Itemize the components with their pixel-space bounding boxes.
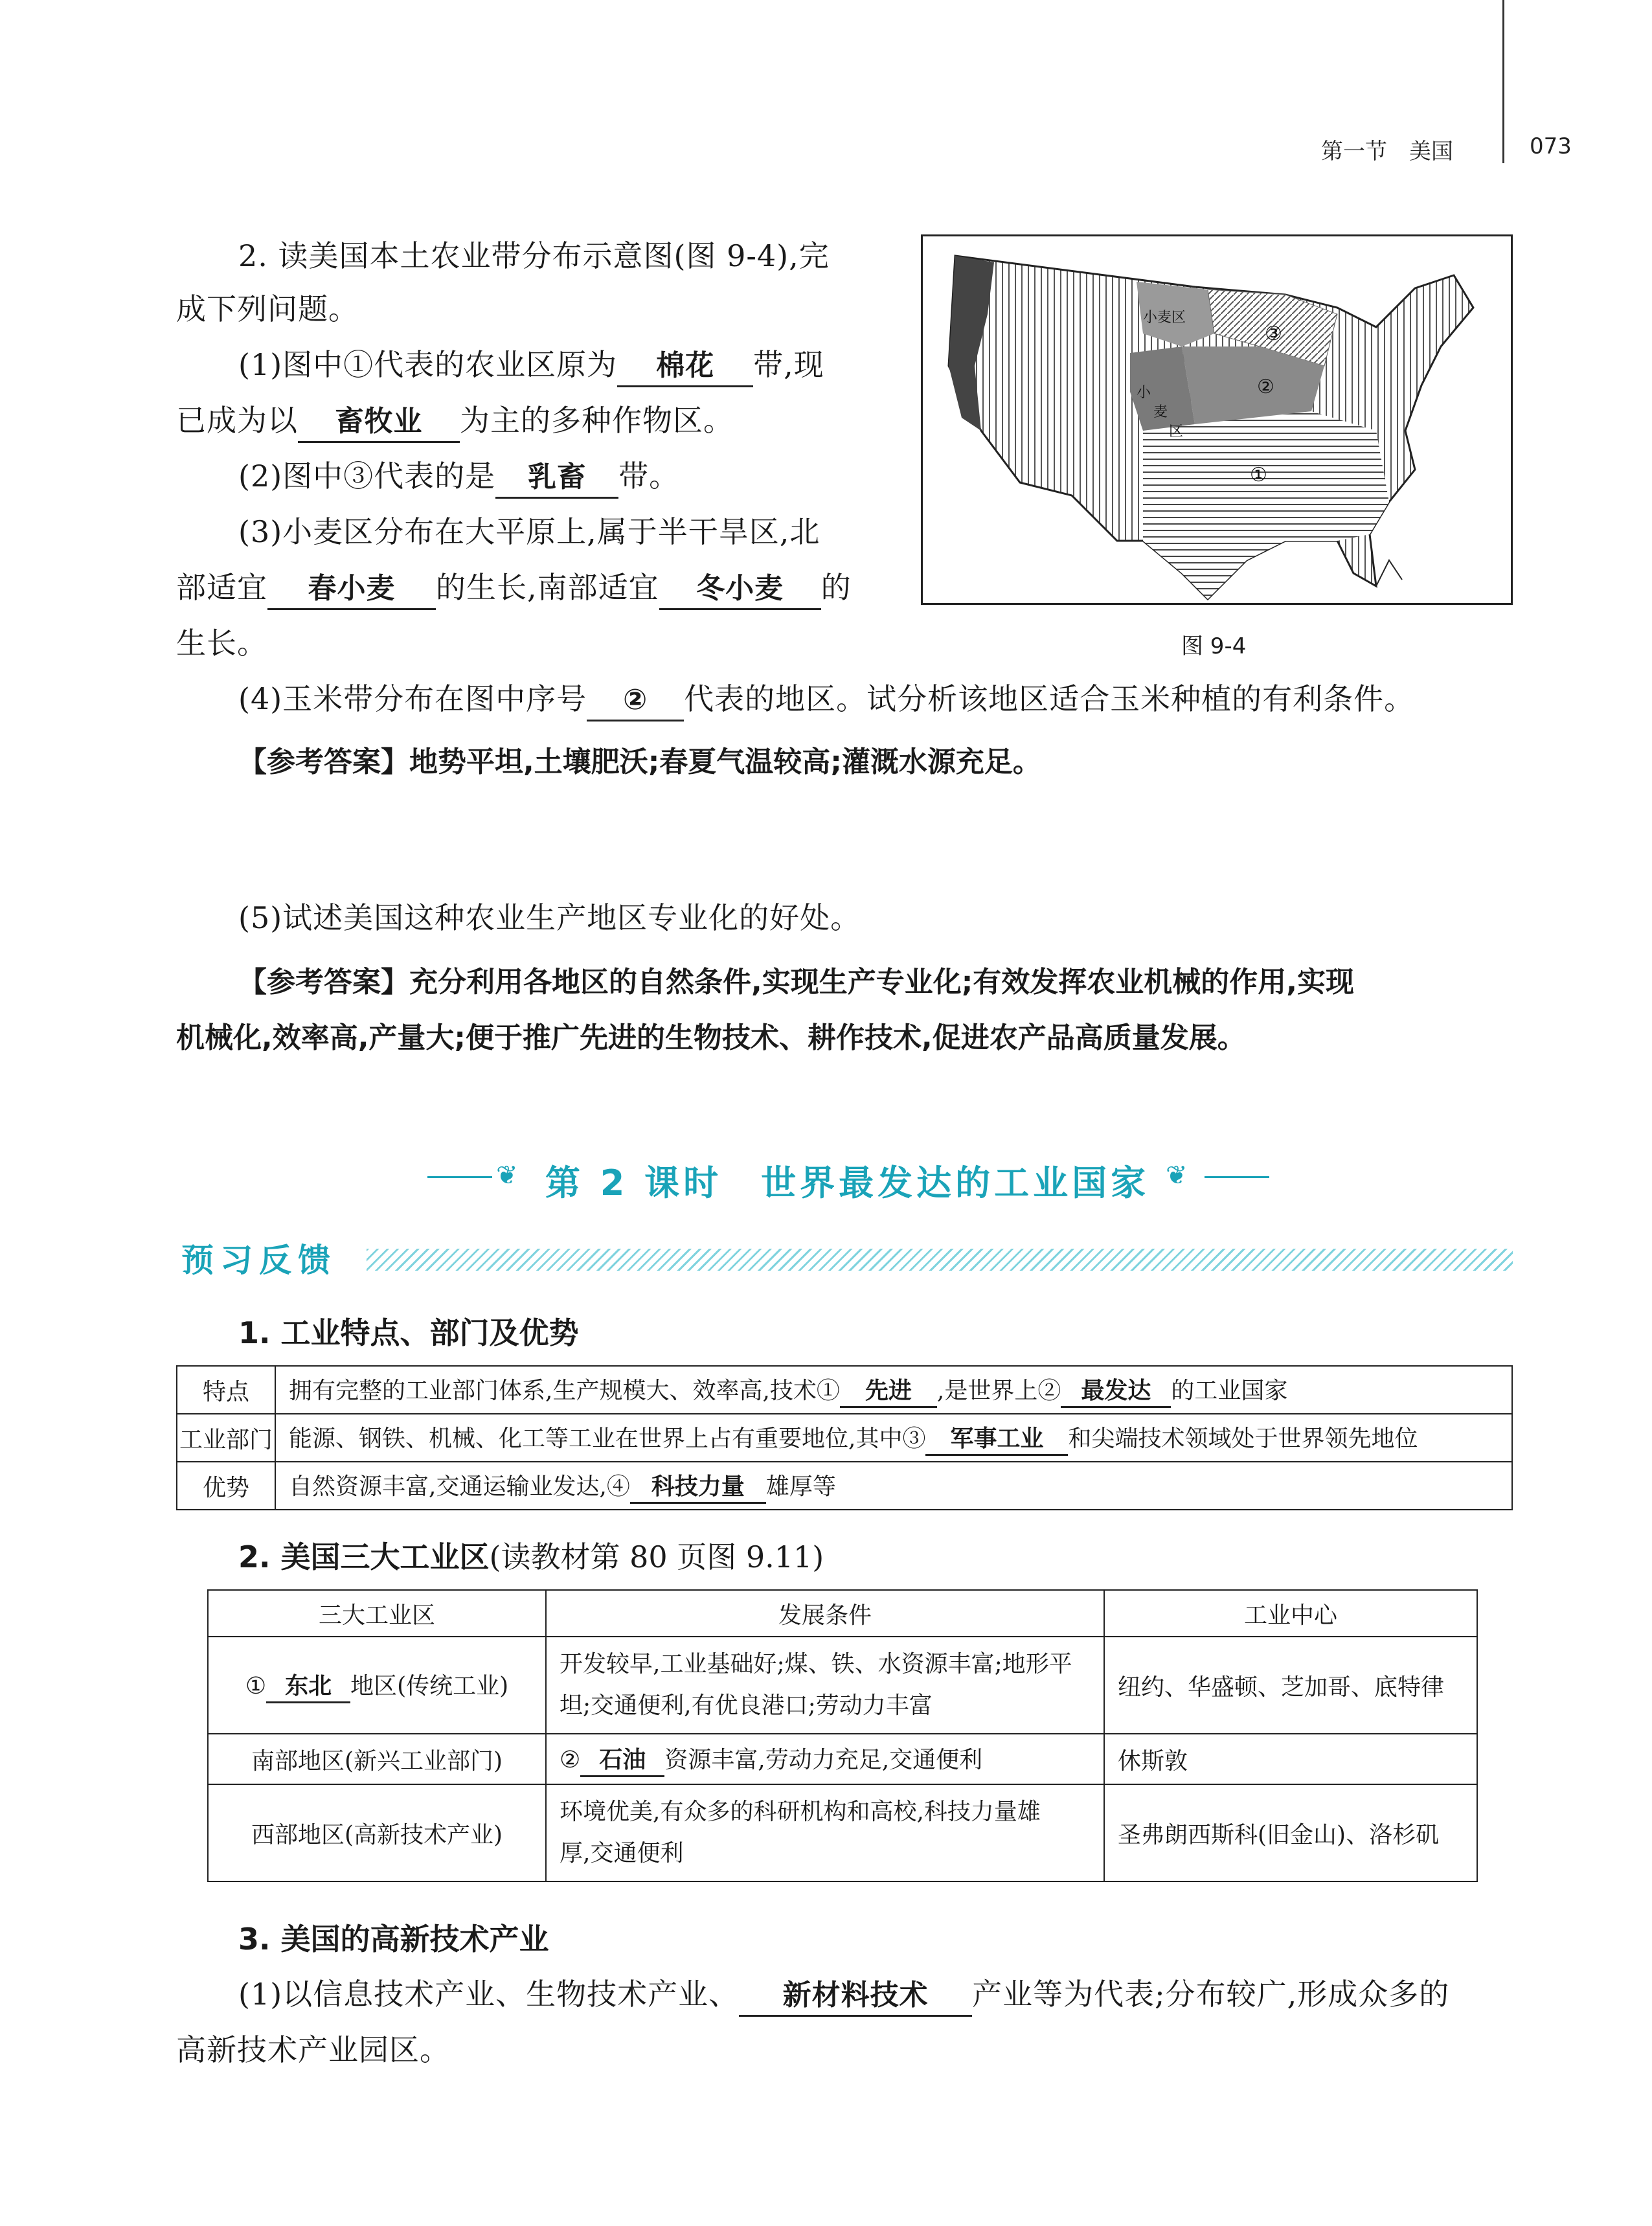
- banner-ornament-right: ❦: [1166, 1161, 1188, 1190]
- table-row: [208, 1784, 1477, 1881]
- q2-s5-reference-line1: 【参考答案】充分利用各地区的自然条件,实现生产专业化;有效发挥农业机械的作用,实现: [238, 966, 1355, 999]
- answer-cotton: 棉花: [617, 346, 753, 387]
- row-content-sectors: 能源、钢铁、机械、化工等工业在世界上占有重要地位,其中③ 军事工业 和尖端技术领域处于世界领先地位: [275, 1414, 1512, 1462]
- sec1-heading: 1. 工业特点、部门及优势: [238, 1315, 579, 1350]
- col-header-centers: 工业中心: [1104, 1590, 1477, 1637]
- region-west: 西部地区(高新技术产业): [208, 1784, 546, 1881]
- answer-spring-wheat: 春小麦: [267, 569, 436, 610]
- q2-intro-line1: 2. 读美国本土农业带分布示意图(图 9-4),完: [238, 238, 830, 273]
- sec3-line2: 高新技术产业园区。: [176, 2032, 450, 2067]
- label-region-3: ③: [1265, 323, 1282, 345]
- row-label-features: 特点: [177, 1366, 275, 1414]
- conditions-northeast: 开发较早,工业基础好;煤、铁、水资源丰富;地形平 坦;交通便利,有优良港口;劳动力丰富: [546, 1637, 1104, 1734]
- conditions-west: 环境优美,有众多的科研机构和高校,科技力量雄 厚,交通便利: [546, 1784, 1104, 1881]
- answer-most-developed: 最发达: [1061, 1376, 1171, 1408]
- centers-west: 圣弗朗西斯科(旧金山)、洛杉矶: [1104, 1784, 1477, 1881]
- answer-livestock: 畜牧业: [298, 402, 460, 443]
- q2-s4: (4)玉米带分布在图中序号 ② 代表的地区。试分析该地区适合玉米种植的有利条件。: [238, 670, 1414, 728]
- q2-s3-line2: 部适宜 春小麦 的生长,南部适宜 冬小麦 的: [176, 558, 852, 617]
- answer-advanced: 先进: [840, 1376, 937, 1408]
- row-label-advantages: 优势: [177, 1462, 275, 1510]
- answer-tech-strength: 科技力量: [630, 1472, 766, 1504]
- table-row: [208, 1637, 1477, 1734]
- figure-caption: 图 9-4: [1181, 633, 1247, 659]
- header-section-title: 第一节 美国: [1321, 139, 1453, 165]
- sec3-line1: (1)以信息技术产业、生物技术产业、 新材料技术 产业等为代表;分布较广,形成众多的: [238, 1965, 1449, 2023]
- answer-dairy: 乳畜: [495, 458, 618, 499]
- header-vertical-rule: [1502, 0, 1504, 163]
- region-south: 南部地区(新兴工业部门): [208, 1734, 546, 1784]
- table-row: [208, 1734, 1477, 1784]
- banner-line-right: [1205, 1176, 1269, 1178]
- label-wheat-south-3: 区: [1169, 424, 1184, 440]
- conditions-south: ② 石油 资源丰富,劳动力充足,交通便利: [546, 1734, 1104, 1784]
- preview-feedback-heading: 预习反馈: [181, 1242, 337, 1279]
- sec3-heading: 3. 美国的高新技术产业: [238, 1922, 549, 1957]
- q2-s5-reference-line2: 机械化,效率高,产量大;便于推广先进的生物技术、耕作技术,促进农产品高质量发展。: [176, 1021, 1246, 1054]
- q2-s3-line1: (3)小麦区分布在大平原上,属于半干旱区,北: [238, 514, 820, 549]
- industry-features-table: [176, 1365, 1513, 1510]
- answer-military-industry: 军事工业: [925, 1424, 1068, 1456]
- label-wheat-south-1: 小: [1137, 385, 1151, 401]
- region-northeast: ① 东北 地区(传统工业): [208, 1637, 546, 1734]
- label-region-1: ①: [1250, 464, 1267, 486]
- centers-south: 休斯敦: [1104, 1734, 1477, 1784]
- industrial-regions-table: [207, 1589, 1478, 1882]
- q2-s1-line1: (1)图中①代表的农业区原为 棉花 带,现: [238, 335, 824, 394]
- us-map-svg: [923, 236, 1513, 605]
- answer-corn-number: ②: [587, 681, 684, 721]
- preview-heading-hatch: [367, 1249, 1513, 1271]
- banner-ornament-left: ❦: [496, 1161, 518, 1190]
- us-agriculture-map: [921, 234, 1513, 605]
- table-row: [177, 1414, 1512, 1462]
- label-wheat-north: 小麦区: [1143, 310, 1186, 326]
- label-wheat-south-2: 麦: [1153, 404, 1168, 420]
- q2-s3-line3: 生长。: [176, 626, 267, 661]
- q2-s4-reference-answer: 【参考答案】地势平坦,土壤肥沃;春夏气温较高;灌溉水源充足。: [238, 745, 1041, 778]
- q2-s1-line2: 已成为以 畜牧业 为主的多种作物区。: [176, 391, 734, 449]
- row-label-sectors: 工业部门: [177, 1414, 275, 1462]
- row-content-features: 拥有完整的工业部门体系,生产规模大、效率高,技术① 先进 ,是世界上② 最发达 的工业国家: [275, 1366, 1512, 1414]
- banner-line-left: [427, 1176, 492, 1178]
- answer-new-materials: 新材料技术: [739, 1976, 972, 2017]
- table-row: [177, 1462, 1512, 1510]
- answer-winter-wheat: 冬小麦: [659, 569, 821, 610]
- table-header-row: [208, 1590, 1477, 1637]
- page-number: 073: [1530, 133, 1572, 159]
- q2-intro-line2: 成下列问题。: [176, 291, 359, 326]
- table-row: [177, 1366, 1512, 1414]
- col-header-region: 三大工业区: [208, 1590, 546, 1637]
- centers-northeast: 纽约、华盛顿、芝加哥、底特律: [1104, 1637, 1477, 1734]
- q2-s2: (2)图中③代表的是 乳畜 带。: [238, 447, 679, 505]
- row-content-advantages: 自然资源丰富,交通运输业发达,④ 科技力量 雄厚等: [275, 1462, 1512, 1510]
- sec2-heading: 2. 美国三大工业区(读教材第 80 页图 9.11): [238, 1539, 824, 1574]
- answer-northeast: 东北: [266, 1672, 350, 1703]
- label-region-2: ②: [1257, 376, 1274, 398]
- lesson-title: 第 2 课时 世界最发达的工业国家: [545, 1163, 1150, 1203]
- col-header-conditions: 发展条件: [546, 1590, 1104, 1637]
- answer-oil: 石油: [580, 1745, 664, 1777]
- q2-s5-question: (5)试述美国这种农业生产地区专业化的好处。: [238, 900, 861, 935]
